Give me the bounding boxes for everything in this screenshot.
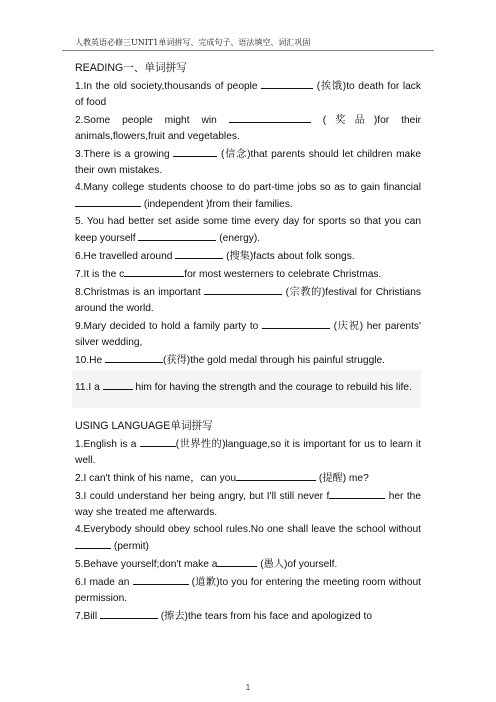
- reading-item-11: 11.I a him for having the strength and the courage to rebuild his life.: [72, 370, 421, 408]
- answer-blank[interactable]: [236, 470, 316, 481]
- using-item-2: 2.I can't think of his name，can you (提醒) me?: [75, 470, 421, 487]
- answer-blank[interactable]: [75, 196, 141, 207]
- reading-item-6: 6.He travelled around (搜集)facts about folk songs.: [75, 248, 421, 265]
- worksheet-body: [75, 60, 421, 626]
- answer-blank[interactable]: [100, 608, 158, 619]
- reading-item-7: 7.It is the c for most westerners to celebrate Christmas.: [75, 266, 421, 283]
- page-header: 人教英语必修三UNIT1单词拼写、完成句子、语法填空、词汇巩固: [75, 38, 311, 47]
- answer-blank[interactable]: [261, 78, 313, 89]
- using-item-4: 4.Everybody should obey school rules.No one shall leave the school without (permit): [75, 524, 421, 552]
- section-title-using-language: USING LANGUAGE单词拼写: [75, 420, 213, 432]
- reading-item-10: 10.He (获得)the gold medal through his painful struggle.: [75, 352, 421, 369]
- answer-blank[interactable]: [138, 230, 216, 241]
- answer-blank[interactable]: [124, 266, 184, 277]
- reading-item-9: 9.Mary decided to hold a family party to (庆祝) her parents' silver wedding,: [75, 318, 421, 351]
- page-number: 1: [245, 683, 251, 692]
- reading-item-1: 1.In the old society,thousands of people (挨饿)to death for lack of food: [75, 78, 421, 111]
- answer-blank[interactable]: [140, 436, 176, 447]
- answer-blank[interactable]: [204, 284, 282, 295]
- answer-blank[interactable]: [75, 538, 111, 549]
- answer-blank[interactable]: [173, 146, 217, 157]
- answer-blank[interactable]: [229, 112, 311, 123]
- answer-blank[interactable]: [175, 248, 223, 259]
- header-divider: [62, 50, 434, 51]
- answer-blank[interactable]: [262, 318, 330, 329]
- reading-item-3: 3.There is a growing (信念)that parents should let children make their own mistakes.: [75, 146, 421, 179]
- reading-item-5: 5. You had better set aside some time every day for sports so that you can keep yourself (energy).: [75, 216, 421, 244]
- using-item-1: 1.English is a (世界性的)language,so it is important for us to learn it well.: [75, 436, 421, 469]
- reading-item-8: 8.Christmas is an important (宗教的)festival for Christians around the world.: [75, 284, 421, 317]
- using-item-6: 6.I made an (道歉)to you for entering the meeting room without permission.: [75, 574, 421, 607]
- reading-item-4: 4.Many college students choose to do part-time jobs so as to gain financial (independent )from their families.: [75, 182, 421, 210]
- section-title-reading: READING一、单词拼写: [75, 62, 187, 74]
- answer-blank[interactable]: [103, 379, 133, 390]
- answer-blank[interactable]: [329, 488, 385, 499]
- answer-blank[interactable]: [133, 574, 189, 585]
- answer-blank[interactable]: [217, 556, 257, 567]
- using-item-7: 7.Bill (擦去)the tears from his face and apologized to: [75, 608, 421, 625]
- using-item-5: 5.Behave yourself;don't make a (愚人)of yourself.: [75, 556, 421, 573]
- answer-blank[interactable]: [105, 352, 163, 363]
- using-item-3: 3.I could understand her being angry, but I'll still never f her the way she treated me afterwards.: [75, 488, 421, 521]
- reading-item-2: 2.Some people might win (奖品)for their animals,flowers,fruit and vegetables.: [75, 112, 421, 145]
